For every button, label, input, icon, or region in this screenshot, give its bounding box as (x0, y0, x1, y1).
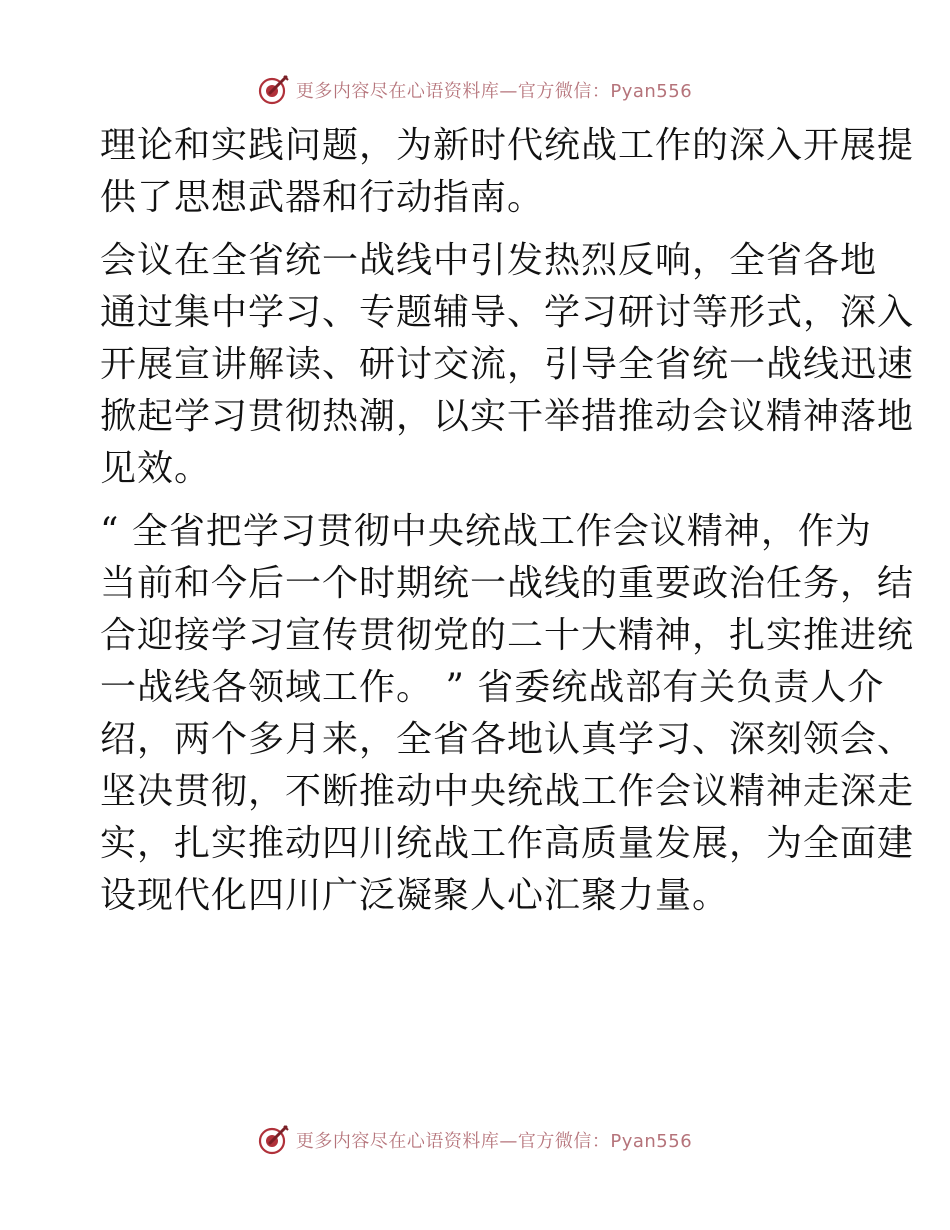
text-line: 见效。 (100, 448, 212, 489)
text-line: 开展宣讲解读、研讨交流，引导全省统一战线迅速 (100, 344, 915, 385)
header-banner (0, 70, 950, 110)
footer-banner-text: 更多内容尽在心语资料库—官方微信：Pyan556 (295, 1131, 693, 1152)
text-line: 坚决贯彻，不断推动中央统战工作会议精神走深走 (100, 771, 915, 812)
text-line: 一战线各领域工作。 ” 省委统战部有关负责人介 (100, 667, 885, 708)
footer-banner (0, 1120, 950, 1160)
pen-logo-icon (258, 1124, 290, 1156)
text-line: 掀起学习贯彻热潮，以实干举措推动会议精神落地 (100, 396, 915, 437)
header-banner-text: 更多内容尽在心语资料库—官方微信：Pyan556 (295, 81, 693, 102)
pen-logo-icon (258, 74, 290, 106)
text-line: 理论和实践问题，为新时代统战工作的深入开展提 (100, 125, 915, 166)
text-line: 实，扎实推动四川统战工作高质量发展，为全面建 (100, 823, 915, 864)
text-line: 会议在全省统一战线中引发热烈反响，全省各地 (100, 240, 878, 281)
paragraph (100, 120, 915, 224)
document-body (100, 120, 915, 922)
text-line: 合迎接学习宣传贯彻党的二十大精神，扎实推进统 (100, 615, 915, 656)
paragraph (100, 506, 915, 922)
text-line: “ 全省把学习贯彻中央统战工作会议精神，作为 (100, 511, 872, 552)
text-line: 绍，两个多月来，全省各地认真学习、深刻领会、 (100, 719, 915, 760)
text-line: 当前和今后一个时期统一战线的重要政治任务，结 (100, 563, 915, 604)
text-line: 通过集中学习、专题辅导、学习研讨等形式，深入 (100, 292, 915, 333)
text-line: 供了思想武器和行动指南。 (100, 177, 545, 218)
paragraph (100, 235, 915, 495)
text-line: 设现代化四川广泛凝聚人心汇聚力量。 (100, 875, 730, 916)
